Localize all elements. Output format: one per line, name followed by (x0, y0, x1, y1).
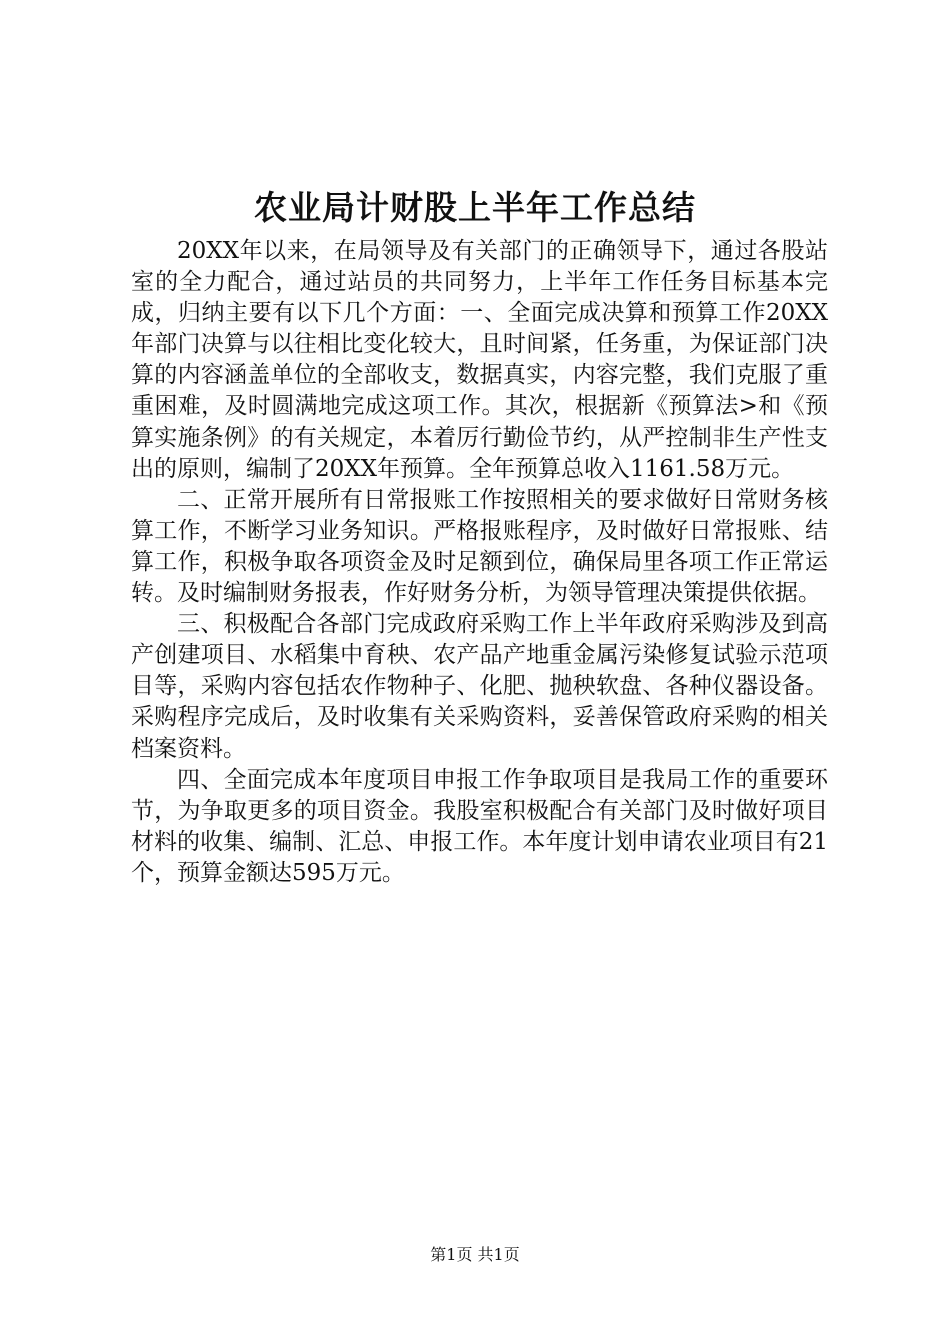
paragraph-four: 四、全面完成本年度项目申报工作争取项目是我局工作的重要环节，为争取更多的项目资金。我股室积极配合有关部门及时做好项目材料的收集、编制、汇总、申报工作。本年度计划申请农业项目有21个，预算金额达595万元。 (131, 766, 828, 886)
document-body (131, 236, 828, 889)
paragraph-intro: 20XX年以来，在局领导及有关部门的正确领导下，通过各股站室的全力配合，通过站员的共同努力，上半年工作任务目标基本完成，归纳主要有以下几个方面：一、全面完成决算和预算工作20XX年部门决算与以往相比变化较大，且时间紧，任务重，为保证部门决算的内容涵盖单位的全部收支，数据真实，内容完整，我们克服了重重困难，及时圆满地完成这项工作。其次，根据新《预算法>和《预算实施条例》的有关规定，本着厉行勤俭节约，从严控制非生产性支出的原则，编制了20XX年预算。全年预算总收入1161.58万元。 (131, 238, 828, 482)
document-title: 农业局计财股上半年工作总结 (254, 188, 696, 227)
paragraph-three: 三、积极配合各部门完成政府采购工作上半年政府采购涉及到高产创建项目、水稻集中育秧、农产品产地重金属污染修复试验示范项目等，采购内容包括农作物种子、化肥、抛秧软盘、各种仪器设备。采购程序完成后，及时收集有关采购资料，妥善保管政府采购的相关档案资料。 (131, 611, 828, 762)
page-footer: 第1页 共1页 (430, 1245, 520, 1264)
paragraph-two: 二、正常开展所有日常报账工作按照相关的要求做好日常财务核算工作，不断学习业务知识。严格报账程序，及时做好日常报账、结算工作，积极争取各项资金及时足额到位，确保局里各项工作正常运转。及时编制财务报表，作好财务分析，为领导管理决策提供依据。 (131, 486, 828, 607)
